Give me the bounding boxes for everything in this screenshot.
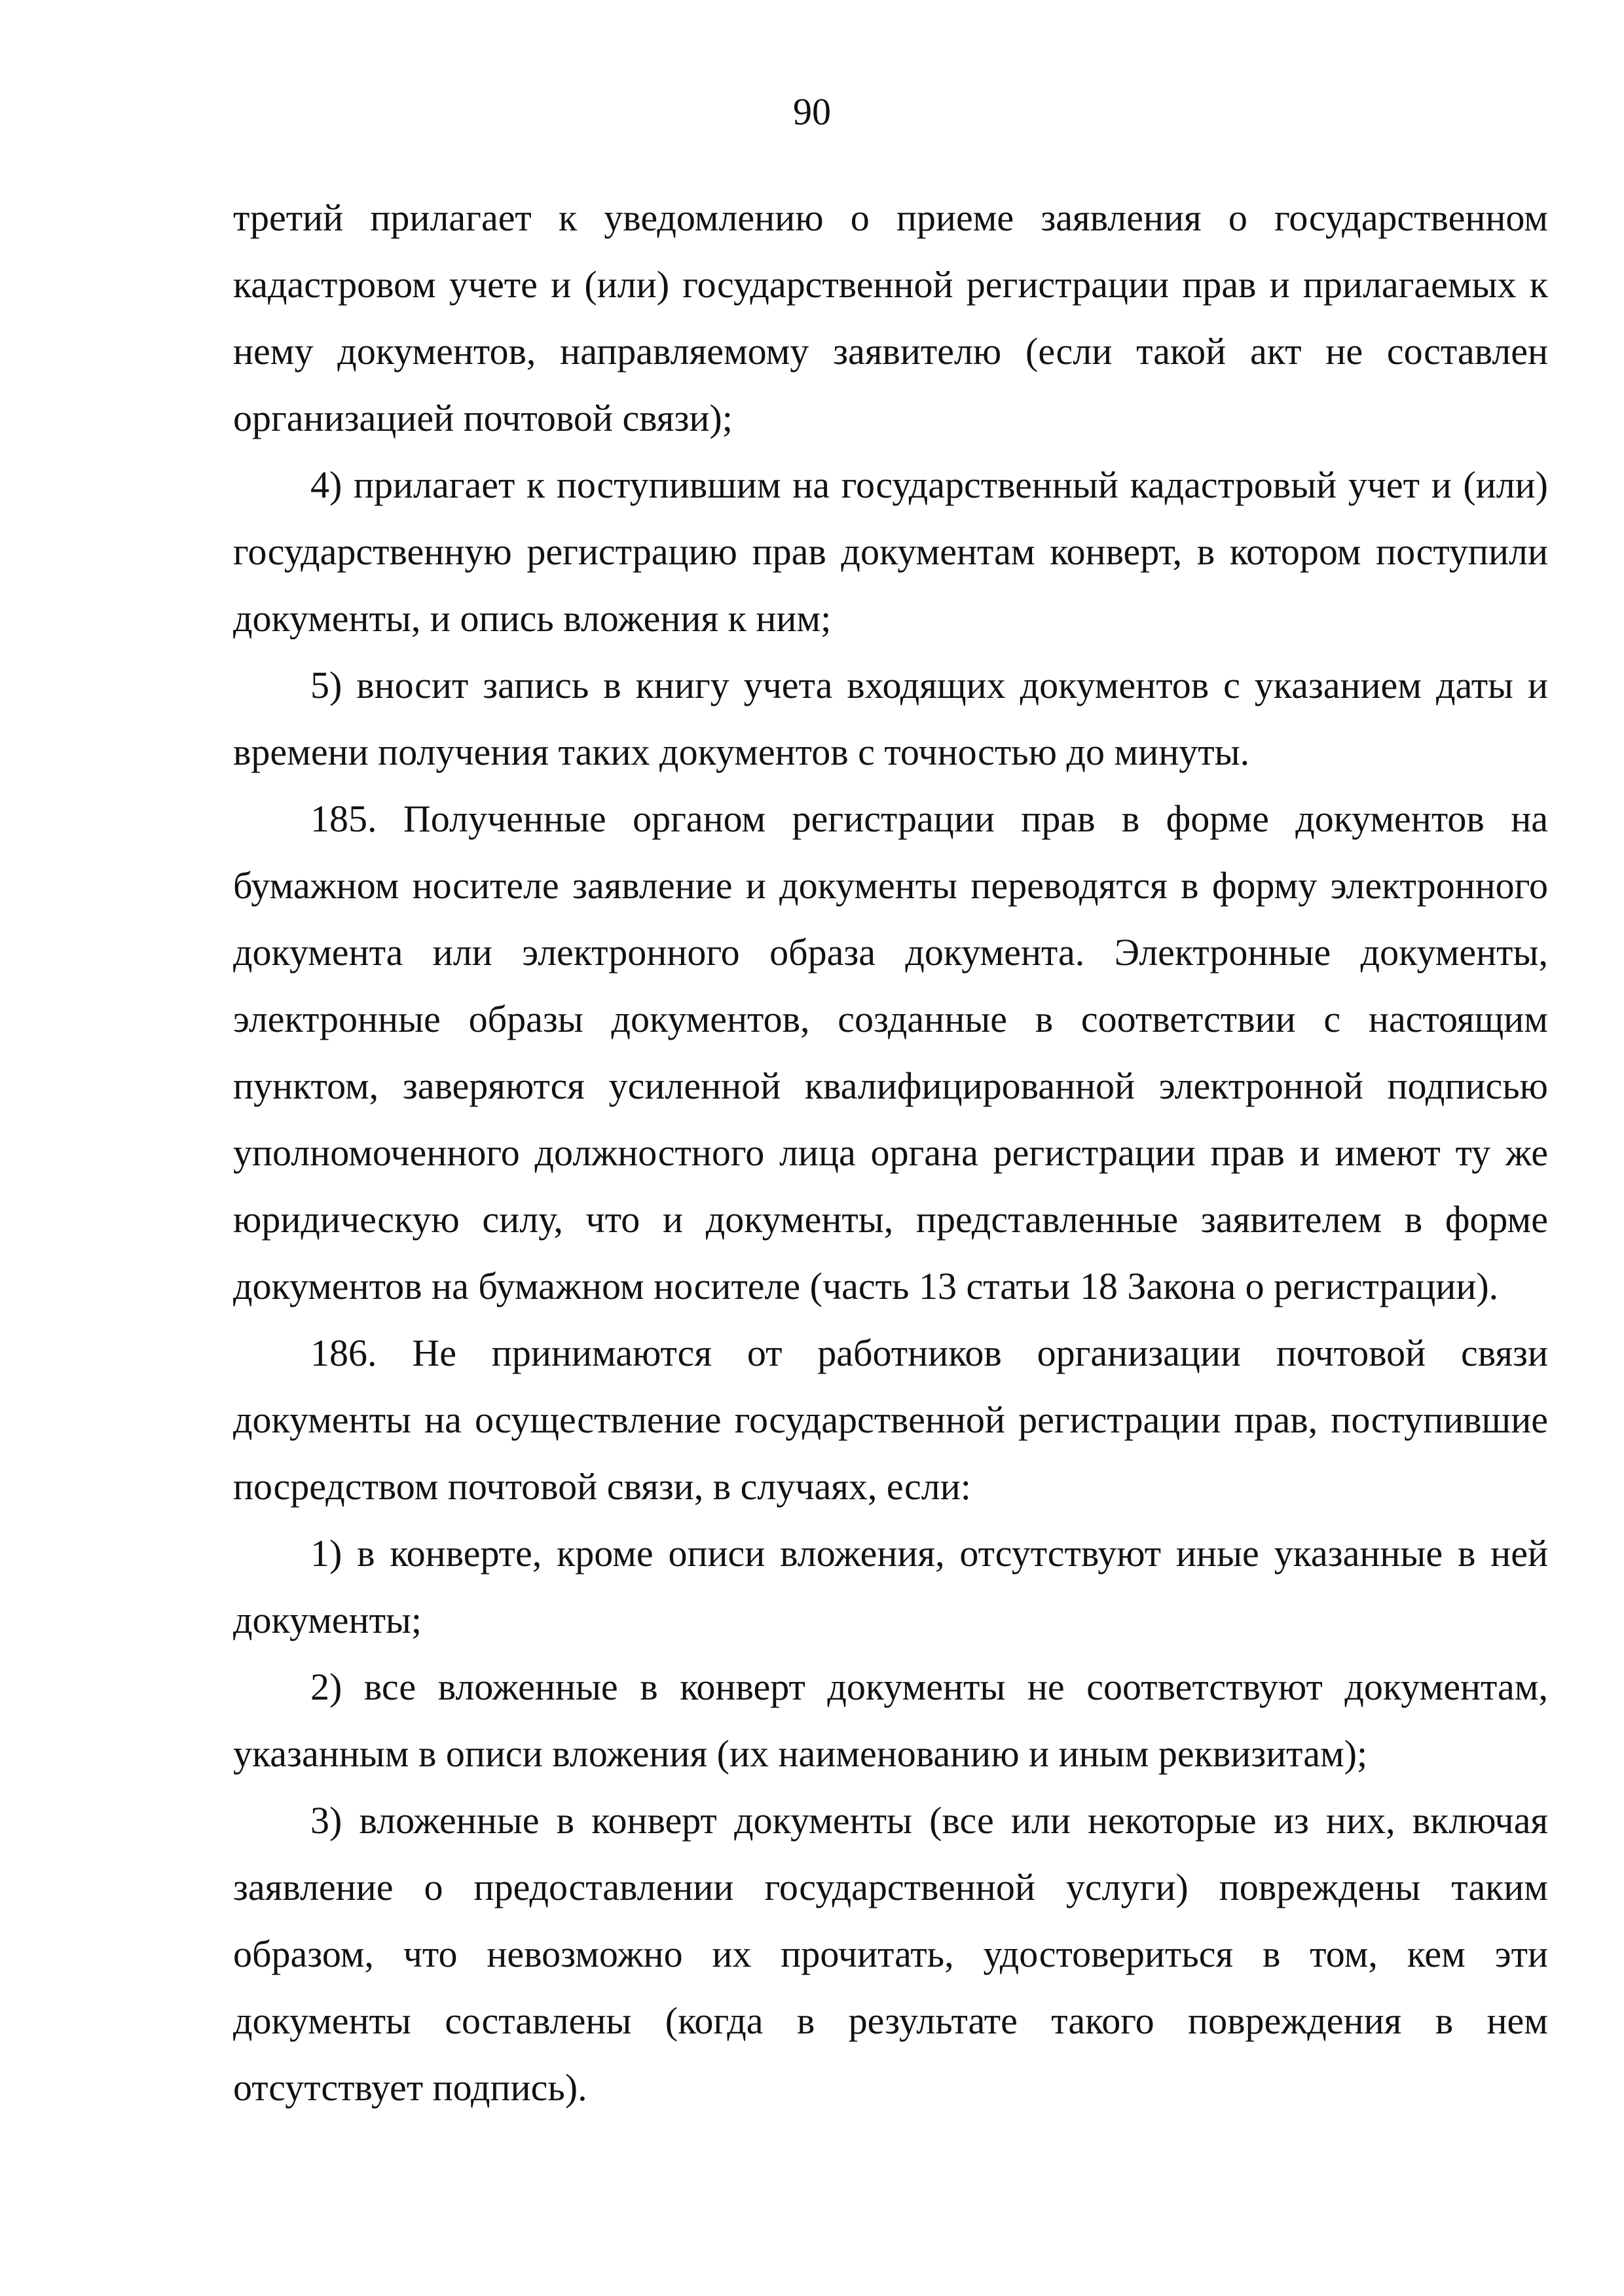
paragraph-186: 186. Не принимаются от работников организации почтовой связи документы на осуществление государственной регистрации прав, поступившие посредством почтовой связи, в случаях, если: bbox=[233, 1332, 1548, 1508]
paragraph-186-item-1: 1) в конверте, кроме описи вложения, отсутствуют иные указанные в ней документы; bbox=[233, 1532, 1548, 1641]
paragraph-item-5: 5) вносит запись в книгу учета входящих документов с указанием даты и времени получения таких документов с точностью до минуты. bbox=[233, 664, 1548, 773]
page-number: 90 bbox=[793, 90, 831, 133]
paragraph-185: 185. Полученные органом регистрации прав в форме документов на бумажном носителе заявление и документы переводятся в форму электронного документа или электронного образа документа. Электронные документы, электронные образы документов, созданные в соответствии с настоящим пунктом, заверяются усиленной квалифицированной электронной подписью уполномоченного должностного лица органа регистрации прав и имеют ту же юридическую силу, что и документы, представленные заявителем в форме документов на бумажном носителе (часть 13 статьи 18 Закона о регистрации). bbox=[233, 797, 1548, 1307]
paragraph-186-item-3: 3) вложенные в конверт документы (все или некоторые из них, включая заявление о предоставлении государственной услуги) повреждены таким образом, что невозможно их прочитать, удостовериться в том, кем эти документы составлены (когда в результате такого повреждения в нем отсутствует подпись). bbox=[233, 1799, 1548, 2109]
paragraph-continuation: третий прилагает к уведомлению о приеме заявления о государственном кадастровом учете и (или) государственной регистрации прав и прилагаемых к нему документов, направляемому заявителю (если такой акт не составлен организацией почтовой связи); bbox=[233, 196, 1548, 439]
document-body bbox=[233, 185, 1548, 2121]
paragraph-item-4: 4) прилагает к поступившим на государственный кадастровый учет и (или) государственную регистрацию прав документам конверт, в котором поступили документы, и опись вложения к ним; bbox=[233, 464, 1548, 640]
paragraph-186-item-2: 2) все вложенные в конверт документы не соответствуют документам, указанным в описи вложения (их наименованию и иным реквизитам); bbox=[233, 1666, 1548, 1775]
